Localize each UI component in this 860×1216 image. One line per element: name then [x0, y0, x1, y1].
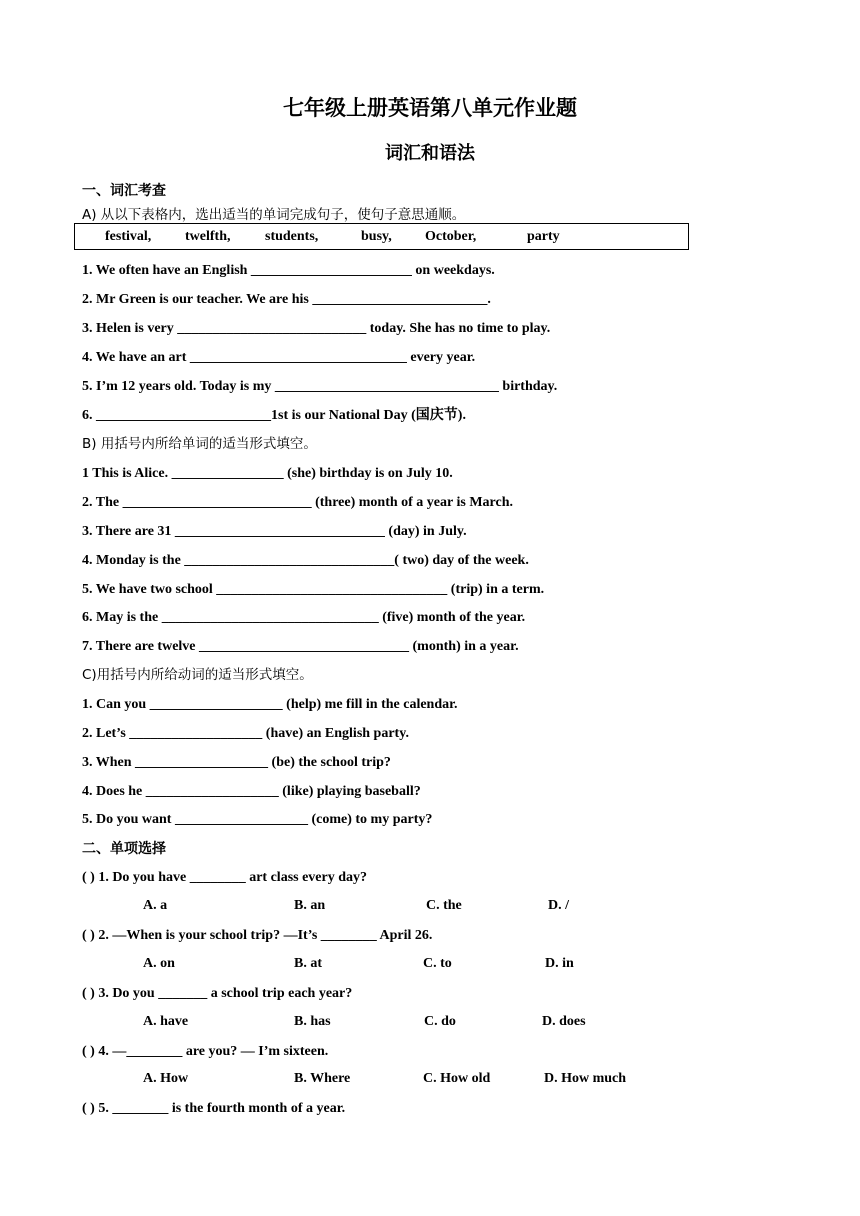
word-bank-item: party	[527, 229, 560, 244]
partC-item: 1. Can you ___________________ (help) me fill in the calendar.	[82, 697, 458, 712]
section2-heading: 二、单项选择	[82, 841, 166, 857]
partA-instruction: A) 从以下表格内，选出适当的单词完成句子，使句子意思通顺。	[82, 207, 466, 223]
partB-item: 7. There are twelve ______________________________ (month) in a year.	[82, 639, 519, 654]
partB-item: 2. The ___________________________ (three) month of a year is March.	[82, 495, 513, 510]
section1-heading: 一、词汇考查	[82, 183, 166, 199]
mc-question: ( ) 1. Do you have ________ art class every day?	[82, 870, 368, 885]
partC-instruction: C)用括号内所给动词的适当形式填空。	[82, 667, 313, 683]
partC-item: 5. Do you want ___________________ (come) to my party?	[82, 812, 433, 827]
partA-item: 6. _________________________1st is our National Day (国庆节).	[82, 408, 466, 423]
word-bank-item: October,	[425, 229, 477, 244]
word-bank-item: festival,	[105, 229, 152, 244]
mc-option: D. /	[548, 898, 569, 913]
mc-question: ( ) 4. —________ are you? — I’m sixteen.	[82, 1044, 329, 1059]
partC-item: 4. Does he ___________________ (like) playing baseball?	[82, 784, 421, 799]
mc-option: B. an	[294, 898, 326, 913]
mc-option: C. to	[423, 956, 452, 971]
mc-option: D. How much	[544, 1071, 627, 1086]
mc-option: C. do	[424, 1014, 456, 1029]
word-bank-item: students,	[265, 229, 319, 244]
mc-option: D. does	[542, 1014, 586, 1029]
mc-option: A. a	[143, 898, 168, 913]
mc-option: A. on	[143, 956, 175, 971]
word-bank	[74, 223, 689, 250]
page-title: 七年级上册英语第八单元作业题	[283, 96, 577, 120]
partB-instruction: B) 用括号内所给单词的适当形式填空。	[82, 436, 317, 452]
mc-option: A. have	[143, 1014, 189, 1029]
mc-option: B. Where	[294, 1071, 351, 1086]
partC-item: 3. When ___________________ (be) the school trip?	[82, 755, 391, 770]
partB-item: 1 This is Alice. ________________ (she) birthday is on July 10.	[82, 466, 453, 481]
word-bank-item: busy,	[361, 229, 392, 244]
partB-item: 3. There are 31 ______________________________ (day) in July.	[82, 524, 467, 539]
page-subtitle: 词汇和语法	[385, 143, 475, 164]
mc-question: ( ) 3. Do you _______ a school trip each year?	[82, 986, 353, 1001]
partB-item: 5. We have two school _________________________________ (trip) in a term.	[82, 582, 545, 597]
mc-option: B. has	[294, 1014, 331, 1029]
partA-item: 3. Helen is very ___________________________ today. She has no time to play.	[82, 321, 551, 336]
partB-item: 6. May is the _______________________________ (five) month of the year.	[82, 610, 526, 625]
mc-question: ( ) 5. ________ is the fourth month of a year.	[82, 1101, 346, 1116]
partA-item: 1. We often have an English _______________________ on weekdays.	[82, 263, 495, 278]
partC-item: 2. Let’s ___________________ (have) an English party.	[82, 726, 409, 741]
mc-option: B. at	[294, 956, 322, 971]
word-bank-item: twelfth,	[185, 229, 231, 244]
mc-option: D. in	[545, 956, 574, 971]
partA-item: 4. We have an art _______________________________ every year.	[82, 350, 476, 365]
mc-question: ( ) 2. —When is your school trip? —It’s ________ April 26.	[82, 928, 433, 943]
partA-item: 2. Mr Green is our teacher. We are his _________________________.	[82, 292, 491, 307]
partA-item: 5. I’m 12 years old. Today is my ________________________________ birthday.	[82, 379, 558, 394]
mc-option: A. How	[143, 1071, 189, 1086]
partB-item: 4. Monday is the ______________________________( two) day of the week.	[82, 553, 529, 568]
mc-option: C. How old	[423, 1071, 491, 1086]
mc-option: C. the	[426, 898, 462, 913]
